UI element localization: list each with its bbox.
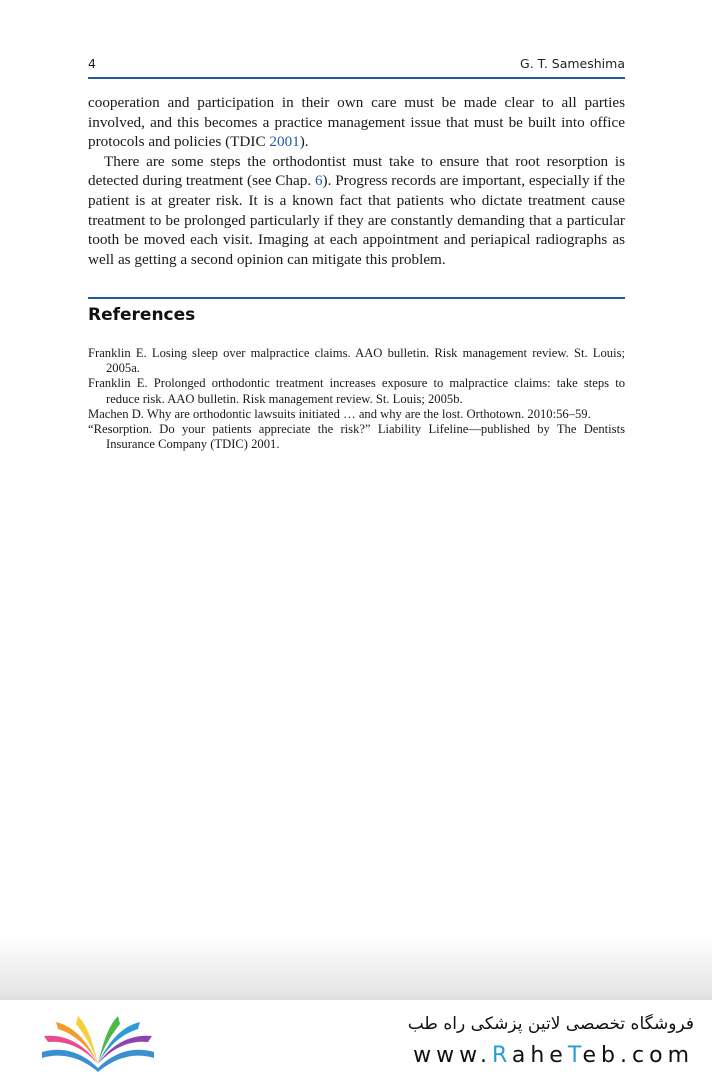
paragraph-2-text-a: There are some steps the orthodontist must take to ensure that root resorption is detected during treatment (see Chap. (88, 152, 625, 190)
paragraph-1-text-b: ). (299, 133, 309, 151)
page-number: 4 (88, 56, 96, 71)
references-rule (88, 297, 625, 299)
paragraph-1-text-a: cooperation and participation in their own care must be made clear to all parties involved, and this becomes a practice management issue that must be built into office protocols and policies (TDIC (88, 94, 625, 151)
header-rule (88, 77, 625, 79)
references-list (88, 346, 625, 452)
url-part: .com (620, 1043, 694, 1068)
paragraph-2 (88, 152, 625, 270)
running-author: G. T. Sameshima (520, 56, 625, 71)
paragraph-2-text-b: ). Progress records are important, especially if the patient is at greater risk. It is a known fact that patients who dictate treatment cause treatment to be prolonged particularly if they are constantly demanding that a particular tooth be moved each visit. Imaging at each appointment and periapical radiographs as well as getting a second opinion can mitigate this problem. (88, 172, 625, 268)
url-part: ahe (511, 1043, 568, 1068)
running-header (88, 56, 625, 76)
watermark-footer (0, 1000, 712, 1079)
reference-item: Franklin E. Prolonged orthodontic treatment increases exposure to malpractice claims: take steps to reduce risk. AAO bulletin. Risk management review. St. Louis; 2005b. (88, 376, 625, 406)
book-logo-icon (38, 1012, 158, 1074)
citation-link-tdic-2001[interactable]: 2001 (269, 133, 300, 151)
url-part: www. (413, 1043, 493, 1068)
shop-url[interactable] (413, 1043, 694, 1068)
url-part: T (567, 1043, 583, 1068)
body-text (88, 93, 625, 269)
shop-name: فروشگاه تخصصی لاتین پزشکی راه طب (407, 1014, 694, 1034)
url-part: R (492, 1043, 512, 1068)
references-heading: References (88, 305, 196, 325)
reference-item: “Resorption. Do your patients appreciate the risk?” Liability Lifeline—published by The Dentists Insurance Company (TDIC) 2001. (88, 422, 625, 452)
page-bottom-shadow (0, 935, 712, 1005)
reference-item: Franklin E. Losing sleep over malpractice claims. AAO bulletin. Risk management review. St. Louis; 2005a. (88, 346, 625, 376)
chapter-link-6[interactable]: 6 (314, 172, 323, 190)
paragraph-1 (88, 93, 625, 152)
url-part: eb (582, 1043, 621, 1068)
reference-item: Machen D. Why are orthodontic lawsuits initiated … and why are the lost. Orthotown. 2010:56–59. (88, 406, 591, 421)
